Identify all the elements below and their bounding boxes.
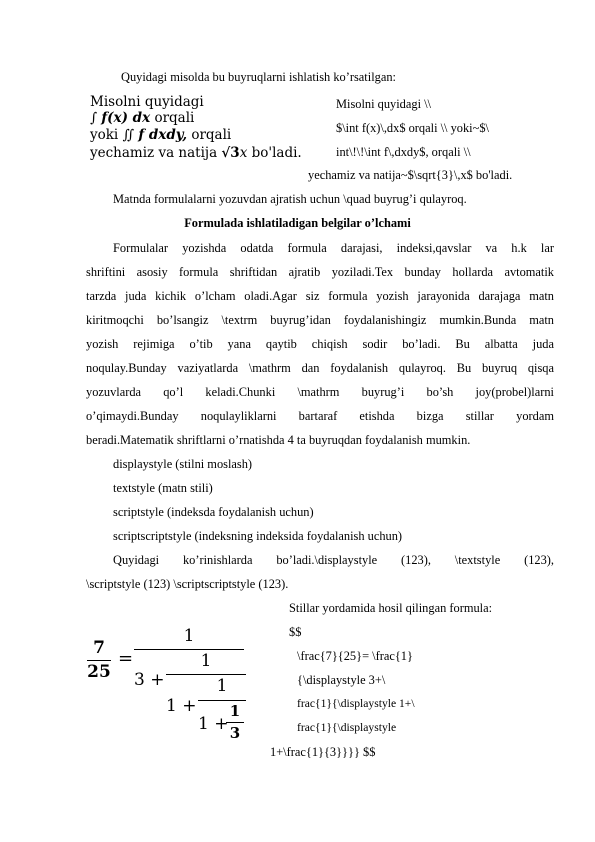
formula-source-line: 1+\frac{1}{3}}}} $$ — [270, 745, 376, 759]
lhs-numerator: 7 — [93, 638, 105, 658]
denominator-term-2: 1 + — [166, 696, 197, 716]
style-item: scriptscriptstyle (indeksning indeksida foydalanish uchun) — [113, 529, 403, 543]
fraction-bar-2 — [166, 674, 246, 675]
numerator-3: 1 — [216, 676, 228, 696]
continued-fraction-image — [86, 604, 256, 754]
style-item: scriptstyle (indeksda foydalanish uchun) — [113, 505, 314, 519]
formula-source-line: $$ — [289, 625, 302, 639]
denominator-term-3: 1 + — [198, 714, 229, 734]
style-item: displaystyle (stilni moslash) — [113, 457, 253, 471]
style-item: textstyle (matn stili) — [113, 481, 213, 495]
lhs-denominator: 25 — [87, 662, 111, 682]
source-line-3: int\!\!\int f\,dxdy$, orqali \\ — [336, 145, 471, 159]
para3-line-2: \scriptstyle (123) \scriptscriptstyle (123). — [86, 577, 289, 591]
fraction-bar-3 — [198, 700, 246, 701]
para2-line: yozuvlarda qo’l keladi.Chunki \mathrm buyrug’i bo’sh joy(probel)larni — [86, 385, 554, 399]
para2-line: noqulay.Bunday vaziyatlarda \mathrm dan foydalanish qulayroq. Bu buyruq qisqa — [86, 361, 554, 375]
source-line-2: $\int f(x)\,dx$ orqali \\ yoki~$\ — [336, 121, 489, 135]
rendered-example-image — [86, 94, 301, 172]
formula-caption: Stillar yordamida hosil qilingan formula: — [289, 601, 493, 615]
numerator-4: 1 — [229, 702, 241, 720]
rendered-line-1: Misolni quyidagi — [90, 94, 204, 110]
para-quad: Matnda formulalarni yozuvdan ajratish uchun \quad buyrug’i qulayroq. — [113, 192, 467, 206]
formula-source-line: {\displaystyle 3+\ — [297, 673, 386, 687]
source-line-1: Misolni quyidagi \\ — [336, 97, 431, 111]
formula-source-line: \frac{7}{25}= \frac{1} — [297, 649, 413, 663]
intro-text: Quyidagi misolda bu buyruqlarni ishlatish ko’rsatilgan: — [121, 70, 396, 84]
para2-line: o’qimaydi.Bunday noqulayliklarni bartaraf etishda bizga stillar yordam — [86, 409, 554, 423]
numerator-1: 1 — [183, 626, 195, 646]
para3-line-1: Quyidagi ko’rinishlarda bo’ladi.\displaystyle (123), \textstyle (123), — [113, 553, 554, 567]
rendered-line-3: yoki ∬ f dxdy, orqali — [90, 127, 232, 143]
section-heading: Formulada ishlatiladigan belgilar o’lchami — [184, 216, 411, 230]
formula-source-line: frac{1}{\displaystyle 1+\ — [297, 697, 415, 710]
para2-last-line: beradi.Matematik shriftlarni o’rnatishda 4 ta buyruqdan foydalanish mumkin. — [86, 433, 471, 447]
rendered-line-4: yechamiz va natija √3x bo'ladi. — [90, 145, 302, 161]
rendered-line-2: ∫ f(x) dx orqali — [90, 110, 195, 126]
para2-line: yozish rejimiga o’tib yana qaytib chiqish sodir bo’ladi. Bu albatta juda — [86, 337, 554, 351]
para2-line: kiritmoqchi bo’lsangiz \textrm buyrug’idan foydalanishingiz mumkin.Bunda matn — [86, 313, 554, 327]
para2-line: shriftini asosiy formula shriftidan ajratib yoziladi.Tex bunday hollarda avtomatik — [86, 265, 554, 279]
denominator-4: 3 — [229, 724, 241, 742]
fraction-bar-1 — [134, 649, 244, 650]
lhs-fraction-bar — [87, 660, 111, 661]
fraction-bar-4 — [226, 722, 244, 723]
source-line-4: yechamiz va natija~$\sqrt{3}\,x$ bo'ladi. — [308, 168, 513, 182]
numerator-2: 1 — [200, 651, 212, 671]
denominator-term-1: 3 + — [134, 670, 165, 690]
formula-source-line: frac{1}{\displaystyle — [297, 721, 397, 734]
equals-sign: = — [118, 648, 134, 669]
para2-line: Formulalar yozishda odatda formula darajasi, indeksi,qavslar va h.k lar — [113, 241, 554, 255]
para2-line: tarzda juda kichik o’lcham oladi.Agar siz formula yozish jarayonida darajaga matn — [86, 289, 554, 303]
